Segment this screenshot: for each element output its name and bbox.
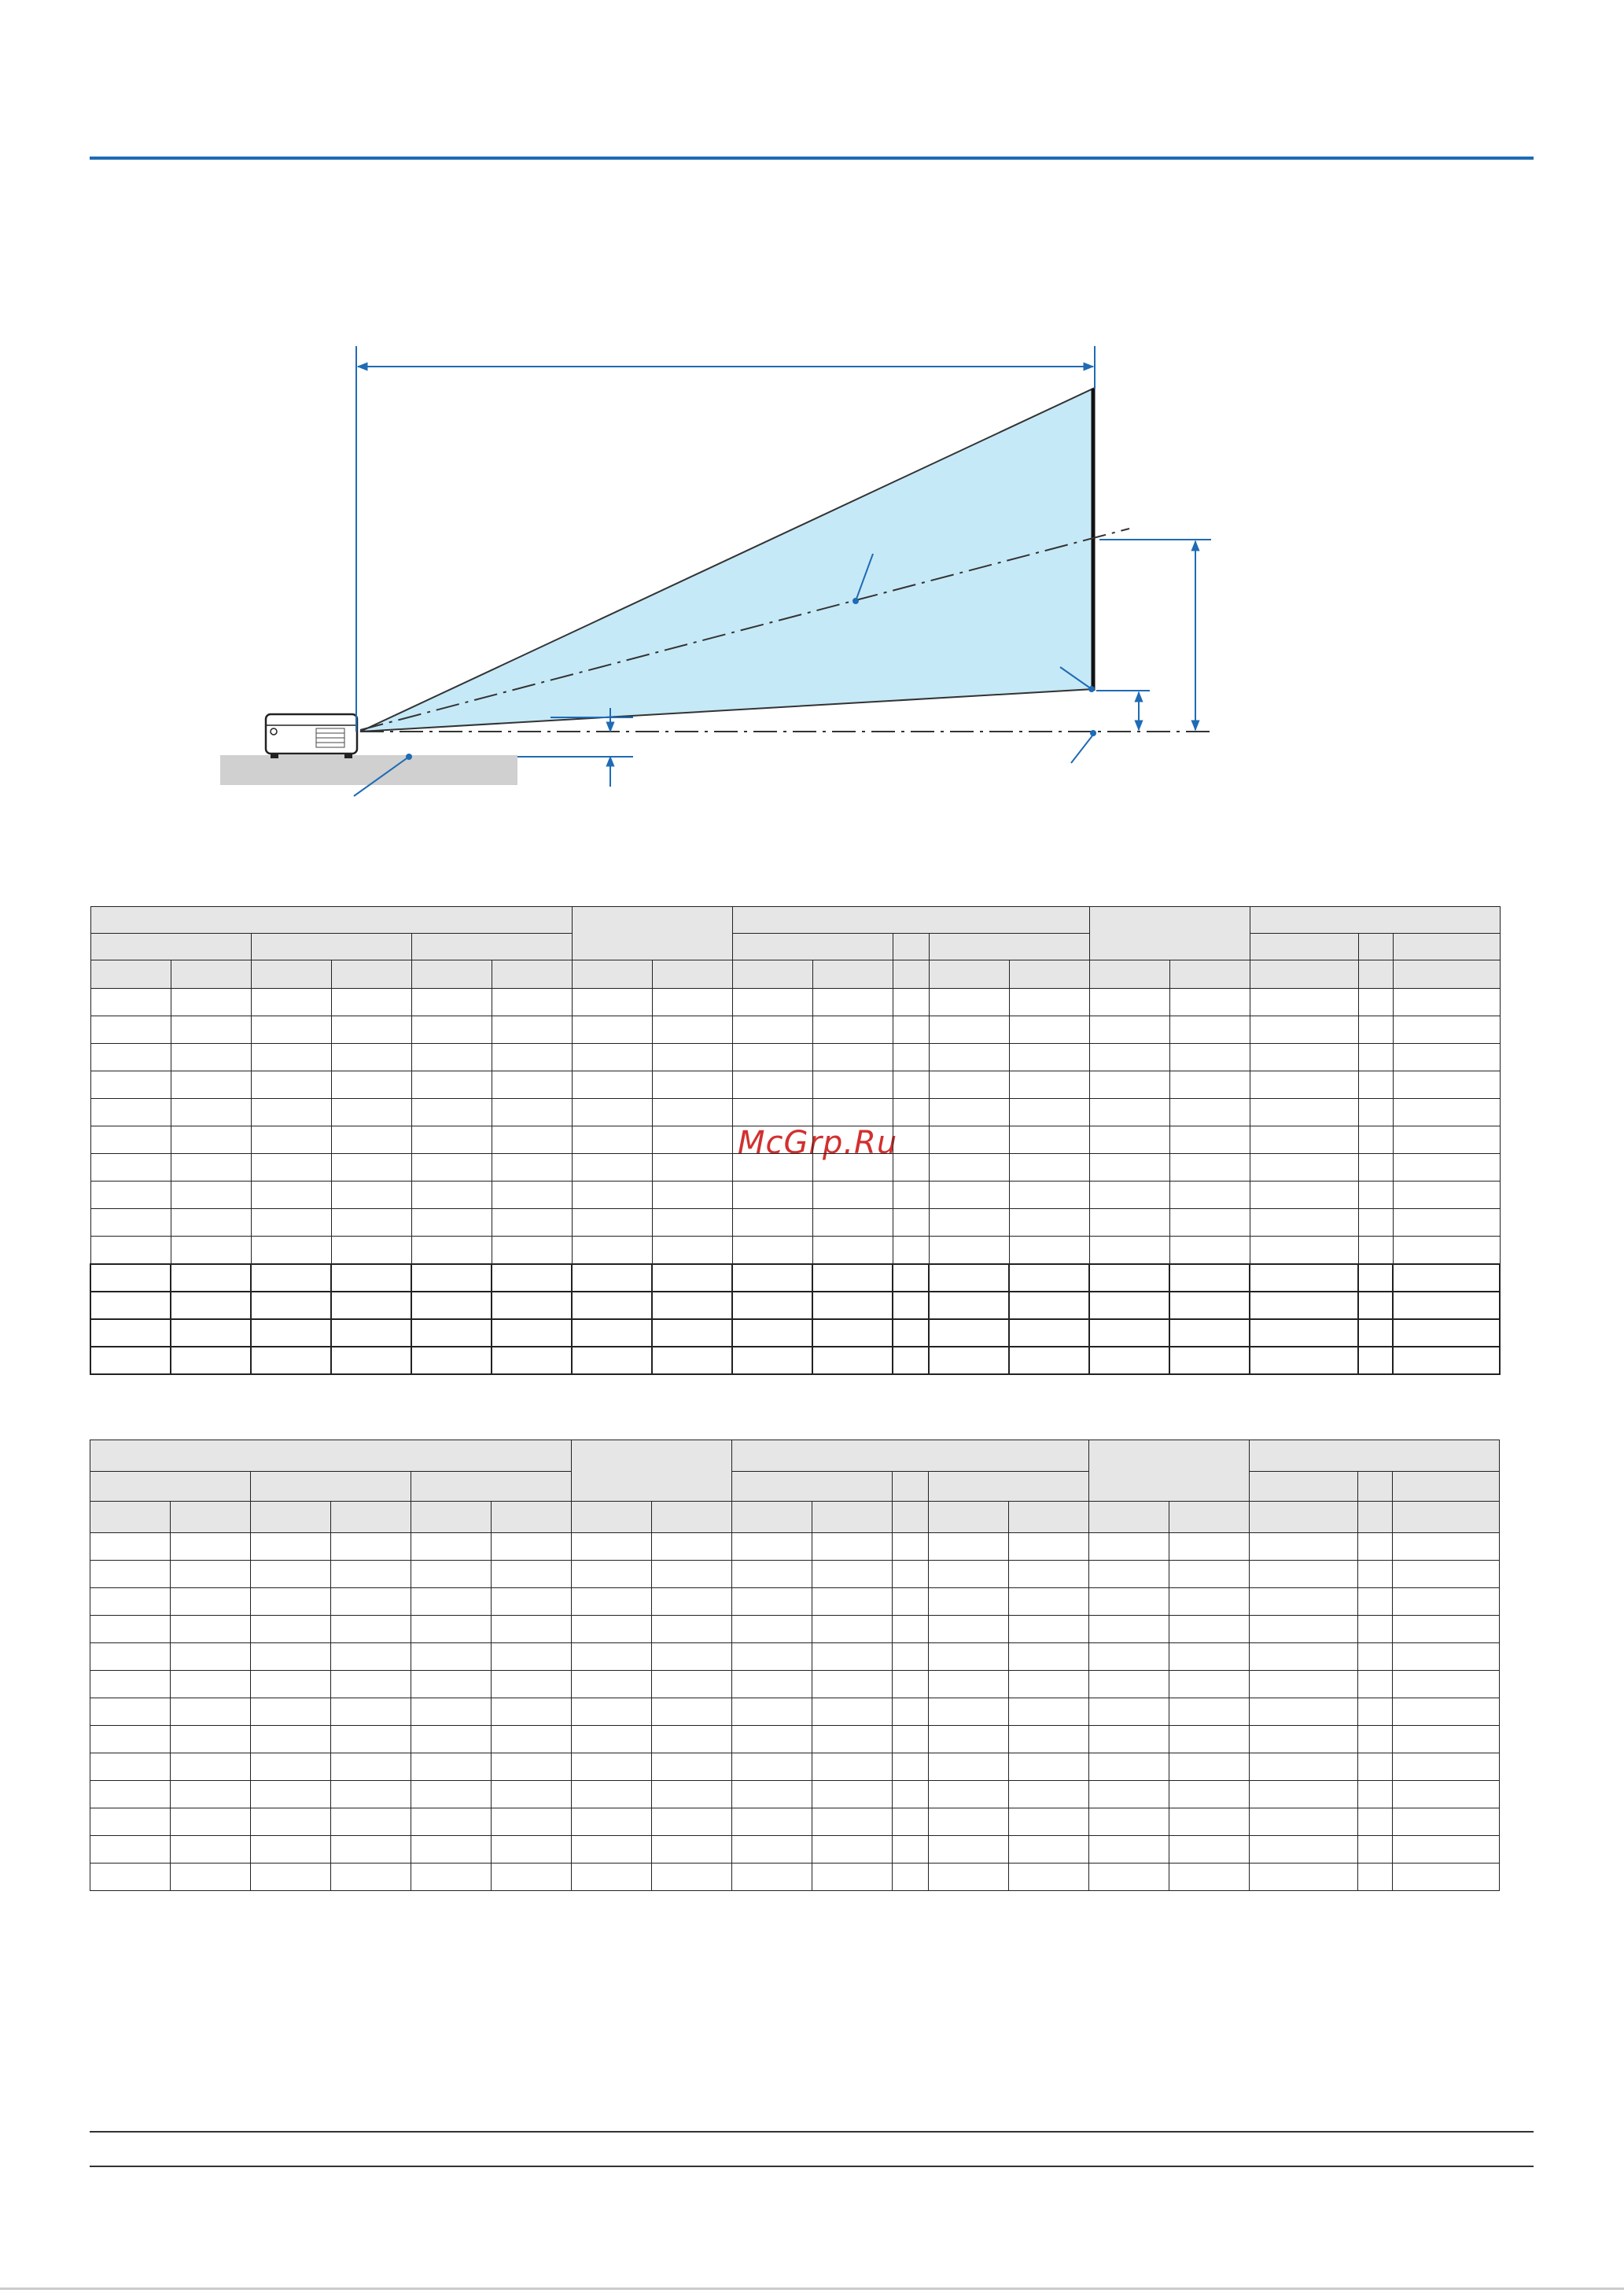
table-row bbox=[90, 1781, 1500, 1808]
table-row bbox=[90, 1319, 1500, 1347]
table-row bbox=[90, 1561, 1500, 1588]
table-header-row bbox=[90, 934, 1500, 960]
table-row bbox=[90, 1292, 1500, 1319]
page-edge bbox=[0, 2287, 1624, 2290]
table-row bbox=[90, 1209, 1500, 1237]
table-row bbox=[90, 1616, 1500, 1643]
projection-diagram bbox=[0, 0, 1624, 865]
table-row bbox=[90, 1864, 1500, 1891]
table-row bbox=[90, 1044, 1500, 1071]
table-row bbox=[90, 1588, 1500, 1616]
table-header-row bbox=[90, 907, 1500, 934]
footer-rule bbox=[90, 2166, 1534, 2167]
table-row bbox=[90, 1643, 1500, 1671]
floor-surface bbox=[220, 755, 517, 785]
table-header-row bbox=[90, 1472, 1500, 1502]
table-row bbox=[90, 1237, 1500, 1264]
callout-dot-screen bbox=[1088, 686, 1095, 692]
table-row bbox=[90, 1726, 1500, 1753]
table-row bbox=[90, 1836, 1500, 1864]
table-row bbox=[90, 1154, 1500, 1182]
table-row bbox=[90, 1126, 1500, 1154]
table-row bbox=[90, 1264, 1500, 1292]
table-row bbox=[90, 1753, 1500, 1781]
callout-dot-floor bbox=[406, 754, 412, 760]
table-row bbox=[90, 1347, 1500, 1374]
table-header-row bbox=[90, 1440, 1500, 1472]
callout-dot-center bbox=[853, 598, 859, 604]
table-header-row bbox=[90, 1502, 1500, 1533]
table-row bbox=[90, 989, 1500, 1016]
callout-leader-reference bbox=[1071, 735, 1093, 763]
throw-distance-table-2 bbox=[90, 1440, 1500, 1891]
table-row bbox=[90, 1808, 1500, 1836]
table-row bbox=[90, 1099, 1500, 1126]
callout-dot-reference bbox=[1090, 730, 1096, 736]
table-row bbox=[90, 1533, 1500, 1561]
footer-rule bbox=[90, 2131, 1534, 2133]
projection-beam bbox=[360, 389, 1093, 732]
table-row bbox=[90, 1698, 1500, 1726]
table-row bbox=[90, 1671, 1500, 1698]
table-row bbox=[90, 1182, 1500, 1209]
table-header-row bbox=[90, 960, 1500, 989]
table-row bbox=[90, 1016, 1500, 1044]
throw-distance-table-1 bbox=[90, 906, 1501, 1375]
projector-icon bbox=[266, 714, 357, 758]
watermark: McGrp.Ru bbox=[738, 1125, 898, 1161]
table-row bbox=[90, 1071, 1500, 1099]
